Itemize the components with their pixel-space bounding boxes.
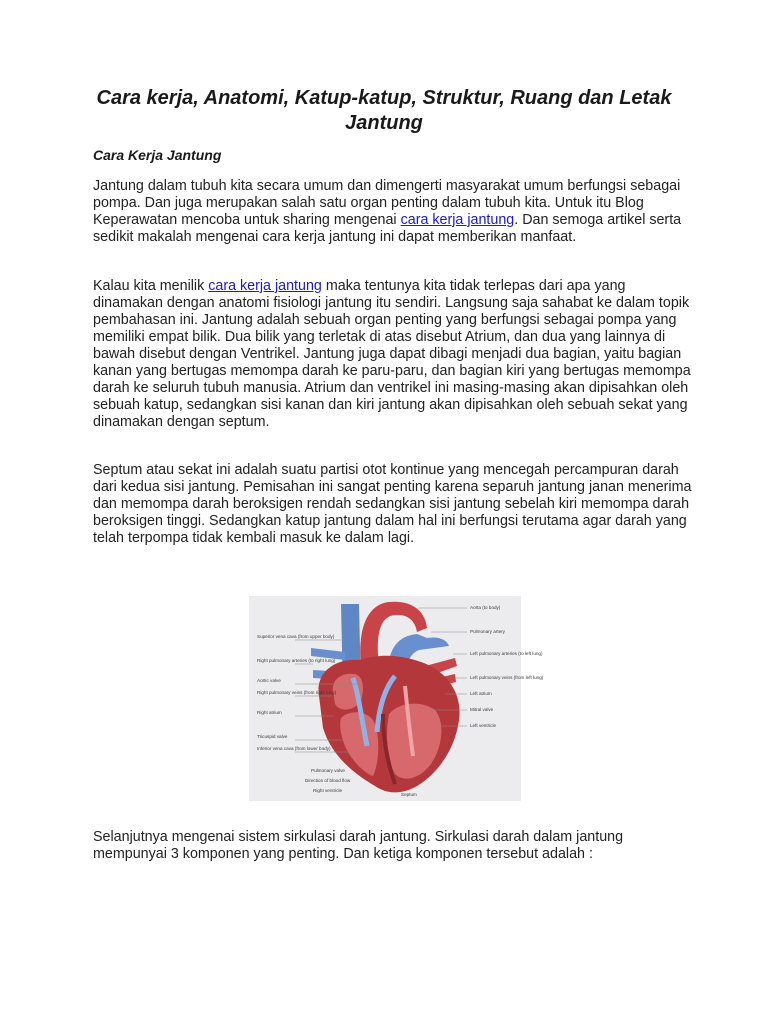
paragraph-septum: Septum atau sekat ini adalah suatu partisi otot kontinue yang mencegah percampuran darah dari kedua sisi jantung. Pemisahan ini sangat penting karena separuh jantung janan menerima dan memompa darah beroksigen rendah sedangkan sisi jantung sebelah kiri memompa darah beroksigen tinggi. Sedangkan katup jantung dalam hal ini berfungsi terutama agar darah yang telah terpompa tidak kembali masuk ke dalam lagi.: [93, 462, 692, 546]
link-cara-kerja-jantung[interactable]: cara kerja jantung: [400, 212, 515, 228]
label-mitral-valve: Mitral valve: [470, 707, 494, 712]
link-cara-kerja-jantung-2[interactable]: cara kerja jantung: [208, 278, 322, 294]
heart-anatomy-figure: [249, 596, 544, 801]
label-pulmonary-valve: Pulmonary valve: [311, 768, 345, 773]
label-right-ventricle: Right ventricle: [313, 788, 343, 793]
document-title: Cara kerja, Anatomi, Katup-katup, Struktur, Ruang dan Letak Jantung: [96, 87, 672, 134]
label-aortic-valve: Aortic valve: [257, 678, 281, 683]
label-left-ventricle: Left ventricle: [470, 723, 497, 728]
label-pulmonary-artery: Pulmonary artery: [470, 629, 505, 634]
label-inferior-vena-cava: Inferior vena cava (from lower body): [257, 746, 331, 751]
label-left-pulmonary-arteries: Left pulmonary arteries (to left lung): [470, 651, 543, 656]
heart-diagram: [249, 596, 544, 801]
paragraph-intro-text-1: Jantung dalam tubuh kita secara umum dan dimengerti masyarakat umum berfungsi sebagai pompa. Dan juga merupakan salah satu organ penting dalam tubuh kita. Untuk itu Blog Keperawatan mencoba untuk sharing mengenai: [93, 178, 681, 228]
label-left-atrium: Left atrium: [470, 691, 492, 696]
paragraph-intro-text-2: . Dan semoga artikel serta sedikit makalah mengenai cara kerja jantung ini dapat memberikan manfaat.: [93, 212, 682, 245]
label-aorta: Aorta (to body): [470, 605, 501, 610]
paragraph-anatomy: [93, 278, 693, 431]
label-right-atrium: Right atrium: [257, 710, 282, 715]
label-right-pulmonary-arteries: Right pulmonary arteries (to right lung): [257, 658, 336, 663]
label-left-pulmonary-veins: Left pulmonary veins (from left lung): [470, 675, 544, 680]
paragraph-circulation: Selanjutnya mengenai sistem sirkulasi darah jantung. Sirkulasi darah dalam jantung mempunyai 3 komponen yang penting. Dan ketiga komponen tersebut adalah :: [93, 829, 624, 862]
label-direction-of-blood-flow: Direction of blood flow: [305, 778, 351, 783]
right-ventricle-shape: [340, 712, 378, 776]
paragraph-anatomy-text-2: maka tentunya kita tidak terlepas dari apa yang dinamakan dengan anatomi fisiologi jantung itu sendiri. Langsung saja sahabat ke dalam topik pembahasan ini. Jantung adalah sebuah organ penting yang berfungsi sebagai pompa yang memiliki empat bilik. Dua bilik yang terletak di atas disebut Atrium, dan dua yang lainnya di bawah disebut dengan Ventrikel. Jantung juga dapat dibagi menjadi dua bagian, yaitu bagian kanan yang bertugas memompa darah ke paru-paru, dan bagian kiri yang bertugas memompa darah ke seluruh tubuh manusia. Atrium dan ventrikel ini masing-masing akan dipisahkan oleh sebuah katup, sedangkan sisi kanan dan kiri jantung akan dipisahkan oleh sebuah sekat yang dinamakan dengan septum.: [93, 278, 691, 430]
label-tricuspid-valve: Tricuspid valve: [257, 734, 288, 739]
label-superior-vena-cava: Superior vena cava (from upper body): [257, 634, 335, 639]
label-right-pulmonary-veins: Right pulmonary veins (from right lung): [257, 690, 337, 695]
paragraph-anatomy-text-1: Kalau kita menilik: [93, 278, 209, 294]
label-septum: Septum: [401, 792, 417, 797]
paragraph-intro: [93, 178, 693, 246]
section-heading: Cara Kerja Jantung: [93, 147, 222, 163]
